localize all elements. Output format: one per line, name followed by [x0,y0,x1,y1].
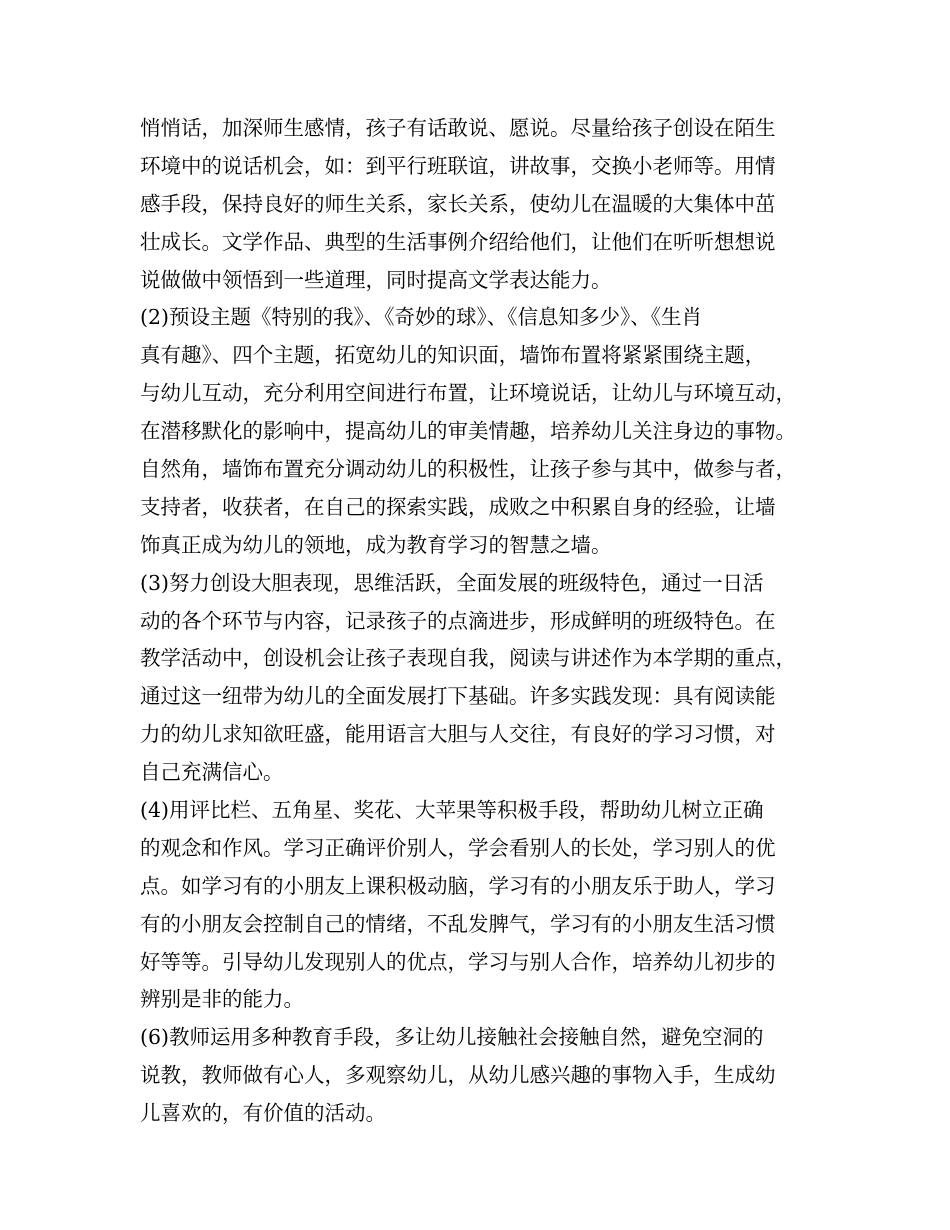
text-line: 点。如学习有的小朋友上课积极动脑，学习有的小朋友乐于助人，学习 [140,873,776,898]
text-line: 教学活动中，创设机会让孩子表现自我，阅读与讲述作为本学期的重点， [140,646,796,671]
text-line: 说教，教师做有心人，多观察幼儿，从幼儿感兴趣的事物入手，生成幼 [140,1063,776,1088]
text-line: 悄悄话，加深师生感情，孩子有话敢说、愿说。尽量给孩子创设在陌生 [140,116,776,140]
text-line: 的观念和作风。学习正确评价别人，学会看别人的长处，学习别人的优 [140,835,776,860]
text-line: 饰真正成为幼儿的领地，成为教育学习的智慧之墙。 [140,532,612,557]
text-line: 辨别是非的能力。 [140,987,304,1012]
text-line: (6)教师运用多种教育手段，多让幼儿接触社会接触自然，避免空洞的 [140,1025,764,1050]
body-text [140,110,840,1133]
text-line: (3)努力创设大胆表现，思维活跃，全面发展的班级特色，通过一日活 [140,570,764,595]
text-line: (2)预设主题《特别的我》、《奇妙的球》、《信息知多少》、《生肖 [140,305,703,330]
text-line: 有的小朋友会控制自己的情绪，不乱发脾气，学习有的小朋友生活习惯 [140,911,776,936]
text-line: 与幼儿互动，充分利用空间进行布置，让环境说话，让幼儿与环境互动， [140,381,796,406]
text-line: 动的各个环节与内容，记录孩子的点滴进步，形成鲜明的班级特色。在 [140,608,776,633]
text-line: 真有趣》、四个主题，拓宽幼儿的知识面，墙饰布置将紧紧围绕主题， [140,343,766,368]
text-line: (4)用评比栏、五角星、奖花、大苹果等积极手段，帮助幼儿树立正确 [140,798,764,823]
text-line: 自然角，墙饰布置充分调动幼儿的积极性，让孩子参与其中，做参与者， [140,457,796,482]
text-line: 自己充满信心。 [140,760,284,785]
text-line: 好等等。引导幼儿发现别人的优点，学习与别人合作，培养幼儿初步的 [140,949,776,974]
text-line: 环境中的说话机会，如：到平行班联谊，讲故事，交换小老师等。用情 [140,153,776,178]
text-line: 通过这一纽带为幼儿的全面发展打下基础。许多实践发现：具有阅读能 [140,684,776,709]
text-line: 说做做中领悟到一些道理，同时提高文学表达能力。 [140,267,612,292]
text-line: 支持者，收获者，在自己的探索实践，成败之中积累自身的经验，让墙 [140,494,776,519]
text-line: 感手段，保持良好的师生关系，家长关系，使幼儿在温暖的大集体中茁 [140,191,776,216]
text-line: 壮成长。文学作品、典型的生活事例介绍给他们，让他们在听听想想说 [140,229,776,254]
text-line: 在潜移默化的影响中，提高幼儿的审美情趣，培养幼儿关注身边的事物。 [140,419,796,444]
text-line: 儿喜欢的，有价值的活动。 [140,1101,386,1126]
text-line: 力的幼儿求知欲旺盛，能用语言大胆与人交往，有良好的学习习惯，对 [140,722,776,747]
